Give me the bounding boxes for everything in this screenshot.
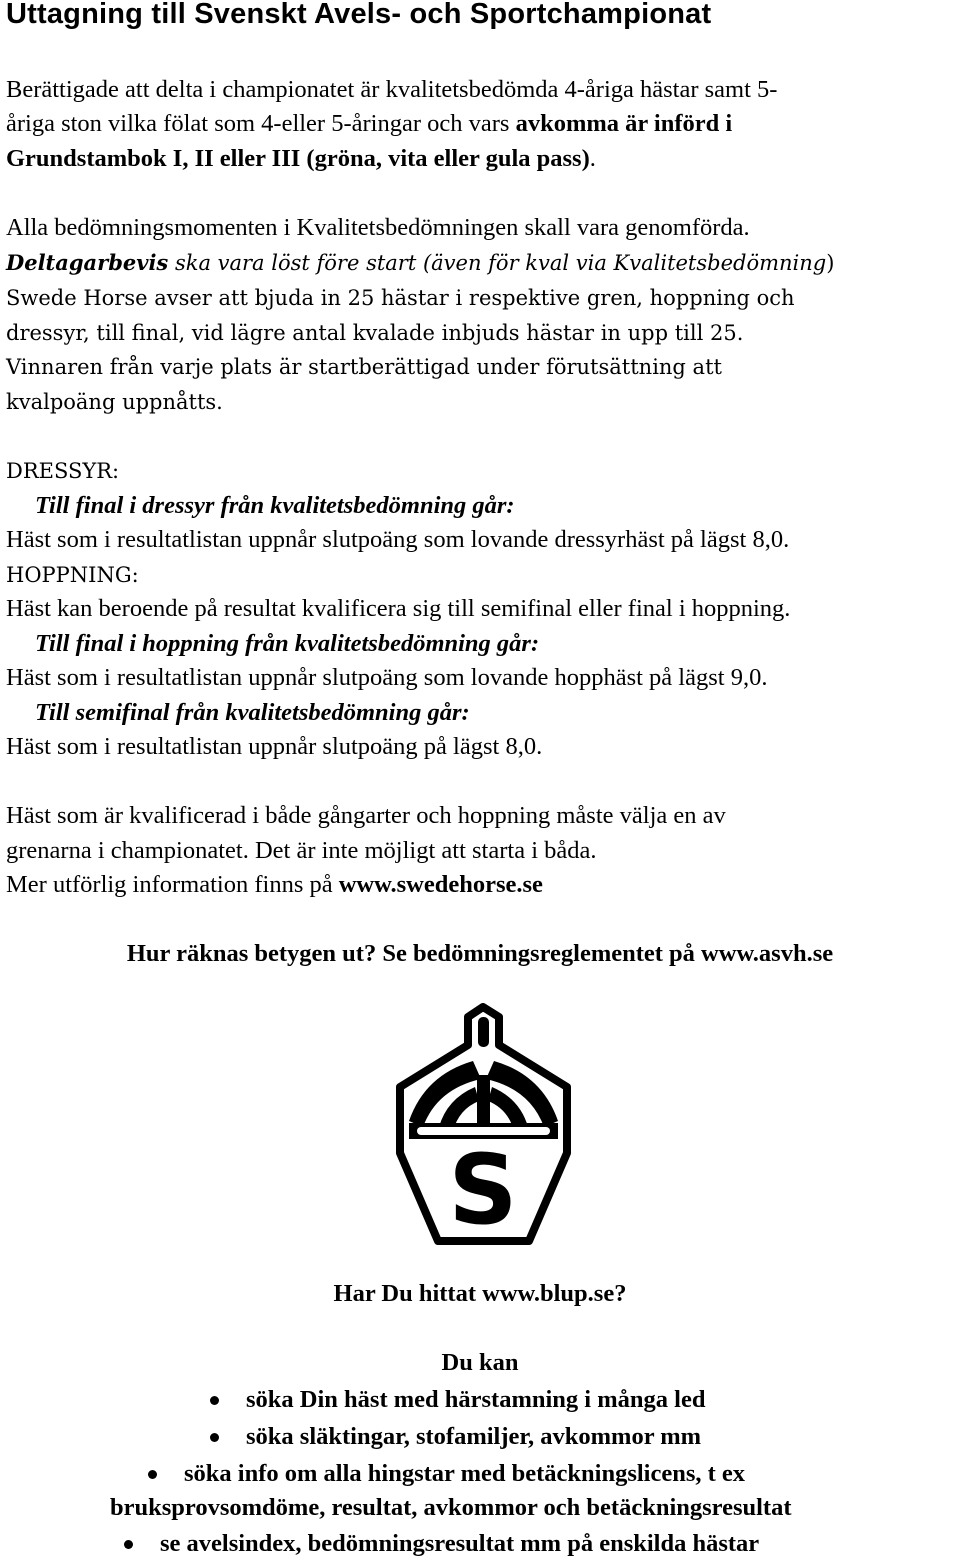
swedehorse-link[interactable]: www.swedehorse.se xyxy=(338,871,543,898)
bullet-icon xyxy=(124,1540,133,1549)
eligibility-period: . xyxy=(589,145,596,172)
eligibility-line-3 xyxy=(6,143,596,175)
choice-text: Mer utförlig information finns på xyxy=(6,871,339,898)
bullet-icon xyxy=(210,1396,219,1405)
blup-question: Har Du hittat www.blup.se? xyxy=(333,1280,627,1307)
choice-line-1: Häst som är kvalificerad i både gångarter och hoppning måste välja en av xyxy=(6,802,726,829)
eligibility-line-2 xyxy=(6,108,732,140)
participant-proof-text: ska vara löst före start (även för kval via Kvalitetsbedömning xyxy=(168,251,827,275)
eligibility-bold: avkomma är införd i xyxy=(515,110,733,137)
swedish-warmblood-logo xyxy=(387,1003,580,1245)
hoppning-final-heading: Till final i hoppning från kvalitetsbedömning går: xyxy=(35,630,540,657)
participant-proof-bold: Deltagarbevis xyxy=(6,250,169,275)
blup-item-2: söka släktingar, stofamiljer, avkommor mm xyxy=(246,1423,702,1450)
hoppning-semi-text: Häst som i resultatlistan uppnår slutpoäng på lägst 8,0. xyxy=(6,733,543,760)
blup-item-1: söka Din häst med härstamning i många led xyxy=(246,1386,706,1413)
eligibility-passport-bold: Grundstambok I, II eller III (gröna, vita eller gula pass) xyxy=(6,145,590,172)
blup-item-3-continued: bruksprovsomdöme, resultat, avkommor och betäckningsresultat xyxy=(110,1494,792,1521)
bullet-icon xyxy=(210,1433,219,1442)
blup-item-4: se avelsindex, bedömningsresultat mm på enskilda hästar xyxy=(160,1530,760,1557)
rules-line-4: dressyr, till final, vid lägre antal kvalade inbjuds hästar in upp till 25. xyxy=(6,321,744,345)
hoppning-label: HOPPNING: xyxy=(6,563,139,587)
choice-line-3 xyxy=(6,869,543,901)
dressyr-final-heading: Till final i dressyr från kvalitetsbedömning går: xyxy=(35,492,515,519)
choice-line-2: grenarna i championatet. Det är inte möjligt att starta i båda. xyxy=(6,837,597,864)
page-title: Uttagning till Svenskt Avels- och Sportchampionat xyxy=(6,0,712,30)
rules-line-5: Vinnaren från varje plats är startberättigad under förutsättning att xyxy=(6,355,722,379)
rules-line-2 xyxy=(6,247,834,279)
hoppning-semi-heading: Till semifinal från kvalitetsbedömning går: xyxy=(35,699,470,726)
rules-line-6: kvalpoäng uppnåtts. xyxy=(6,390,223,414)
eligibility-line-1: Berättigade att delta i championatet är kvalitetsbedömda 4-åriga hästar samt 5- xyxy=(6,76,778,103)
bullet-icon xyxy=(148,1470,157,1479)
logo-top-bar xyxy=(478,1017,489,1047)
hoppning-intro: Häst kan beroende på resultat kvalificera sig till semifinal eller final i hoppning. xyxy=(6,595,791,622)
grading-note: Hur räknas betygen ut? Se bedömningsreglementet på www.asvh.se xyxy=(126,940,834,967)
hoppning-final-text: Häst som i resultatlistan uppnår slutpoäng som lovande hopphäst på lägst 9,0. xyxy=(6,664,768,691)
dressyr-final-text: Häst som i resultatlistan uppnår slutpoäng som lovande dressyrhäst på lägst 8,0. xyxy=(6,526,790,553)
blup-intro: Du kan xyxy=(441,1349,519,1376)
rules-line-3: Swede Horse avser att bjuda in 25 hästar i respektive gren, hoppning och xyxy=(6,286,795,310)
rules-line-1: Alla bedömningsmomenten i Kvalitetsbedömningen skall vara genomförda. xyxy=(6,214,750,241)
eligibility-text: åriga ston vilka fölat som 4-eller 5-åringar och vars xyxy=(6,110,516,137)
blup-item-3: söka info om alla hingstar med betäckningslicens, t ex xyxy=(184,1460,746,1487)
logo-letter: S xyxy=(448,1134,518,1245)
dressyr-label: DRESSYR: xyxy=(6,459,120,483)
participant-proof-paren: ) xyxy=(826,251,835,275)
